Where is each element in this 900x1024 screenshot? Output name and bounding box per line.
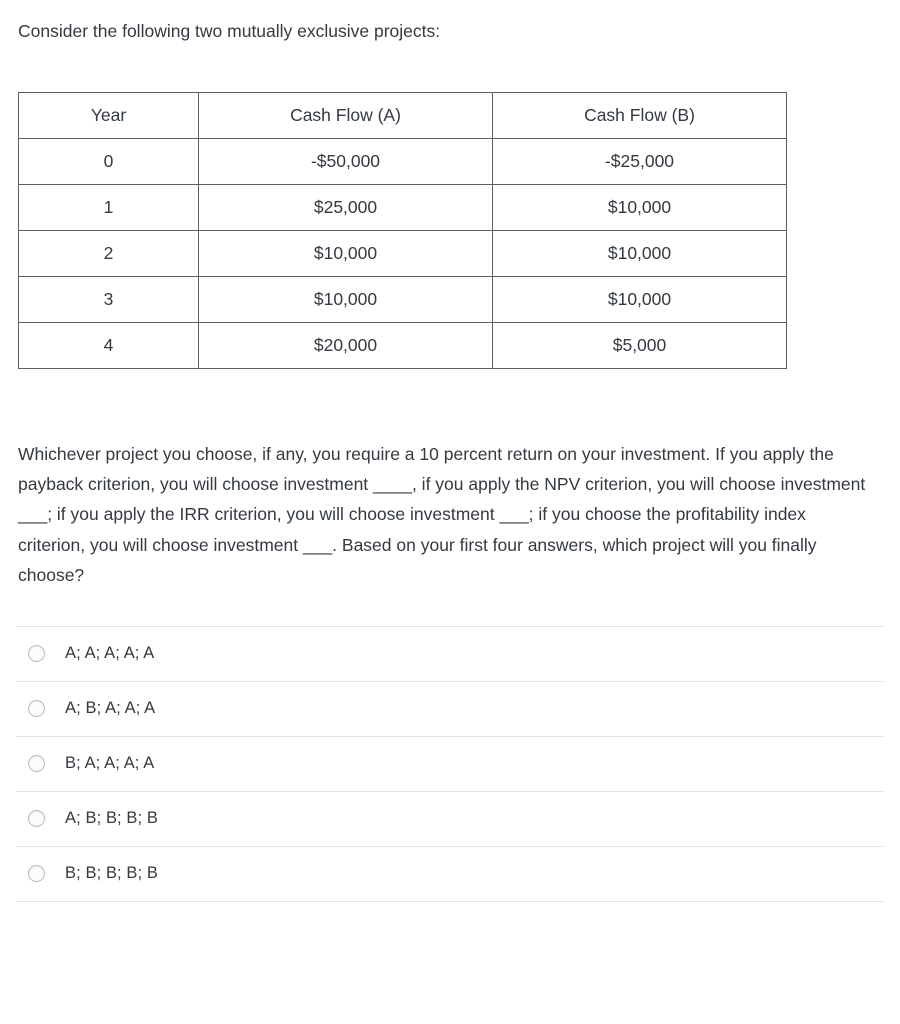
answer-choices [16,626,884,902]
choice-option-1[interactable] [16,626,884,681]
cash-flow-table-container [16,92,884,369]
question-text: Whichever project you choose, if any, you require a 10 percent return on your investment. If you apply the payback criterion, you will choose investment ____, if you apply the NPV criterion, you will choose investment ___; if you apply the IRR criterion, you will choose investment ___; if you choose the profitability index criterion, you will choose investment ___. Based on your first four answers, which project will you finally choose? [18,444,866,585]
cell-year: 3 [19,277,199,323]
cell-cash-flow-b: $5,000 [493,323,787,369]
cell-cash-flow-a: $10,000 [199,231,493,277]
radio-button-icon[interactable] [28,755,45,772]
column-header-cash-flow-b: Cash Flow (B) [493,93,787,139]
cell-cash-flow-b: $10,000 [493,185,787,231]
column-header-cash-flow-a: Cash Flow (A) [199,93,493,139]
choice-label: A; A; A; A; A [65,644,155,663]
cell-cash-flow-b: -$25,000 [493,139,787,185]
choice-label: A; B; B; B; B [65,809,159,828]
table-row [19,277,787,323]
cell-cash-flow-b: $10,000 [493,231,787,277]
choice-label: A; B; A; A; A [65,699,156,718]
cell-year: 2 [19,231,199,277]
table-row [19,139,787,185]
choice-option-5[interactable] [16,846,884,902]
column-header-year: Year [19,93,199,139]
table-row [19,185,787,231]
choice-label: B; A; A; A; A [65,754,155,773]
table-header-row [19,93,787,139]
cell-cash-flow-a: $20,000 [199,323,493,369]
cell-year: 0 [19,139,199,185]
cell-year: 1 [19,185,199,231]
choice-option-4[interactable] [16,791,884,846]
cell-cash-flow-b: $10,000 [493,277,787,323]
cell-cash-flow-a: -$50,000 [199,139,493,185]
radio-button-icon[interactable] [28,700,45,717]
radio-button-icon[interactable] [28,645,45,662]
cash-flow-table [18,92,787,369]
cell-cash-flow-a: $10,000 [199,277,493,323]
table-row [19,231,787,277]
table-row [19,323,787,369]
intro-text: Consider the following two mutually exclusive projects: [18,21,441,41]
choice-option-2[interactable] [16,681,884,736]
cell-year: 4 [19,323,199,369]
radio-button-icon[interactable] [28,865,45,882]
radio-button-icon[interactable] [28,810,45,827]
cell-cash-flow-a: $25,000 [199,185,493,231]
choice-option-3[interactable] [16,736,884,791]
choice-label: B; B; B; B; B [65,864,159,883]
